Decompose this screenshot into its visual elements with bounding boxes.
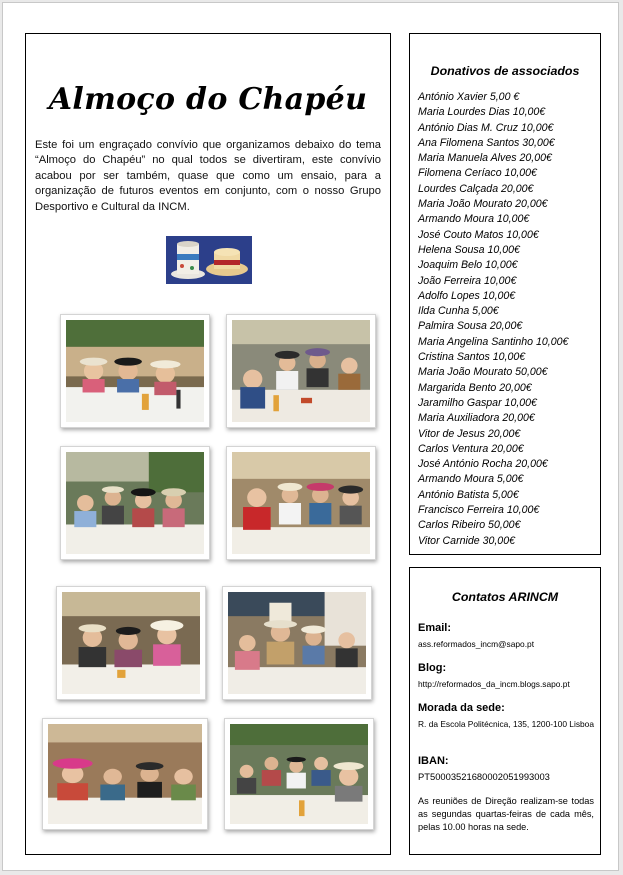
donation-item: Cristina Santos 10,00€ [418, 351, 526, 364]
meetings-note: As reuniões de Direção realizam-se todas as segundas quartas-feiras de cada mês, pelas 10.00 horas na sede. [418, 796, 594, 832]
event-photo [60, 314, 210, 428]
donations-title: Donativos de associados [430, 64, 580, 78]
donation-item: Carlos Ribeiro 50,00€ [418, 519, 521, 532]
hats-illustration [166, 236, 252, 284]
iban-value: PT50003521680002051993003 [418, 771, 550, 782]
donation-item: Joaquim Belo 10,00€ [418, 259, 518, 272]
article-intro: Este foi um engraçado convívio que organizamos debaixo do tema “Almoço do Chapéu” no qual todos se divertiram, este convívio acabou por ser também, quase que como um ensaio, para a organização de futuros eventos em conjunto, com o nosso Grupo Desportivo e Cultural da INCM. [35, 139, 381, 213]
event-photo [56, 586, 206, 700]
blog-label: Blog: [418, 662, 447, 674]
event-photo [224, 718, 374, 830]
donation-item: Palmira Sousa 20,00€ [418, 320, 523, 333]
email-label: Email: [418, 622, 452, 634]
donation-item: José António Rocha 20,00€ [418, 458, 548, 471]
contacts-box [409, 567, 601, 855]
donation-item: Maria Auxiliadora 20,00€ [418, 412, 535, 425]
donation-item: António Xavier 5,00 € [418, 91, 520, 103]
event-photo [226, 446, 376, 560]
donation-item: Ilda Cunha 5,00€ [418, 305, 499, 318]
event-photo [226, 314, 376, 428]
address-label: Morada da sede: [418, 702, 505, 714]
iban-label: IBAN: [418, 755, 449, 767]
donation-item: Helena Sousa 10,00€ [418, 243, 520, 256]
donation-item: Vitor de Jesus 20,00€ [418, 427, 521, 440]
donation-item: Jaramilho Gaspar 10,00€ [418, 396, 537, 409]
donation-item: José Couto Matos 10,00€ [418, 228, 539, 241]
donations-list [418, 90, 568, 549]
donation-item: João Ferreira 10,00€ [418, 274, 517, 287]
blog-link[interactable]: http://reformados_da_incm.blogs.sapo.pt [418, 679, 570, 689]
donation-item: Ana Filomena Santos 30,00€ [418, 136, 555, 149]
donation-item: Maria Angelina Santinho 10,00€ [418, 335, 569, 348]
donation-item: Maria Lourdes Dias 10,00€ [418, 106, 546, 119]
donation-item: Lourdes Calçada 20,00€ [418, 182, 534, 195]
event-photo [60, 446, 210, 560]
hats-image [166, 236, 252, 284]
donation-item: Margarida Bento 20,00€ [418, 381, 532, 394]
email-value[interactable]: ass.reformados_incm@sapo.pt [418, 639, 535, 649]
donation-item: Maria João Mourato 50,00€ [418, 366, 548, 379]
article-box [25, 33, 391, 855]
donation-item: Adolfo Lopes 10,00€ [418, 289, 516, 302]
newsletter-page [2, 2, 619, 871]
donation-item: Maria João Mourato 20,00€ [418, 198, 548, 211]
donations-box [409, 33, 601, 555]
donation-item: Armando Moura 5,00€ [418, 473, 524, 486]
event-photo [42, 718, 208, 830]
contacts-title: Contatos ARINCM [451, 590, 559, 604]
donation-item: Filomena Ceríaco 10,00€ [418, 167, 537, 180]
donation-item: Maria Manuela Alves 20,00€ [418, 152, 552, 165]
donation-item: Vitor Carnide 30,00€ [418, 534, 515, 547]
address-value: R. da Escola Politécnica, 135, 1200-100 Lisboa [418, 719, 594, 729]
donation-item: Francisco Ferreira 10,00€ [418, 504, 540, 517]
donation-item: Armando Moura 10,00€ [418, 213, 530, 226]
donation-item: António Batista 5,00€ [418, 488, 519, 501]
article-title: Almoço do Chapéu [48, 82, 368, 117]
event-photo [222, 586, 372, 700]
donation-item: Carlos Ventura 20,00€ [418, 442, 524, 455]
donation-item: António Dias M. Cruz 10,00€ [418, 121, 554, 134]
